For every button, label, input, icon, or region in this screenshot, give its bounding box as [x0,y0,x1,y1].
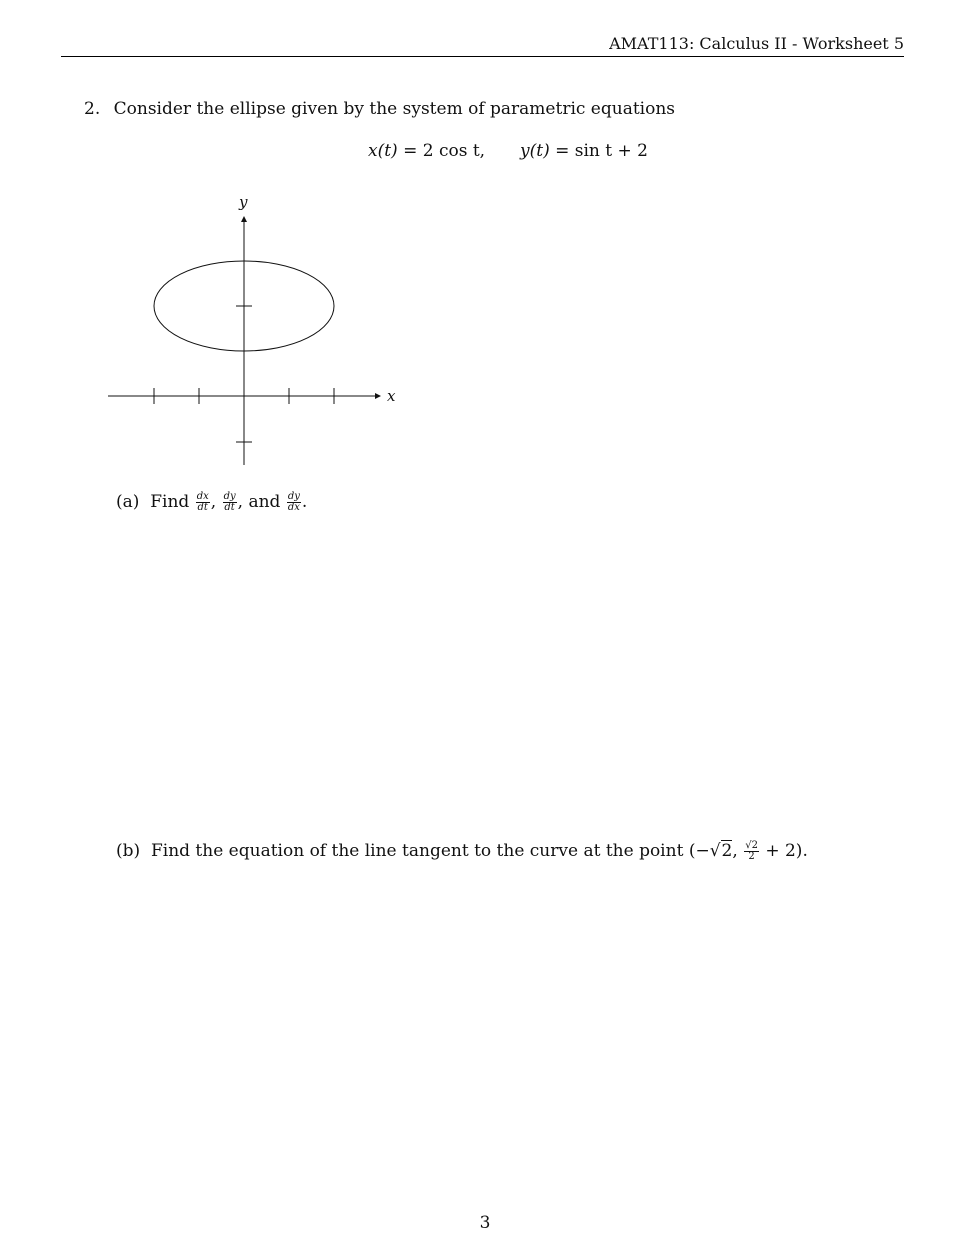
part-a-text: Find [150,492,190,512]
fraction-dx-dt: $\frac{dx}{dt}$ [196,491,209,513]
point-expression: (−√2, $\frac{√2}{2}$ + 2). [688,840,808,862]
fraction-sqrt2-over-2: $\frac{√2}{2}$ [745,840,758,862]
part-a-label: (a) [116,492,140,512]
header-rule [61,56,904,57]
part-b [116,841,808,862]
part-a-and: and [248,492,281,512]
header-title: AMAT113: Calculus II - Worksheet 5 [609,34,904,53]
x-axis-label: x [387,387,396,405]
ellipse-graph [100,185,410,475]
page-number: 3 [479,1213,491,1233]
part-a: (a) Find $\frac{dx}{dt}$ , $\frac{dy}{dt}$ , and $\frac{dy}{dx}$ . [116,491,308,513]
problem-intro: Consider the ellipse given by the system of parametric equations [113,99,676,119]
part-b-label: (b) [116,841,141,861]
equation-x [368,141,485,161]
equation-x-lhs: x(t) [368,141,398,161]
fraction-dy-dx: $\frac{dy}{dx}$ [287,491,300,513]
equation-x-rhs: = 2 cos t, [403,141,486,161]
problem-number: 2. [84,99,101,119]
part-b-text: Find the equation of the line tangent to the curve at the point [150,841,684,861]
equation-y-lhs: y(t) [520,141,550,161]
y-axis-label: y [239,193,248,211]
equation-y-rhs: = sin t + 2 [555,141,648,161]
fraction-dy-dt: $\frac{dy}{dt}$ [223,491,236,513]
problem-statement [84,99,675,119]
equation-y [520,141,648,161]
